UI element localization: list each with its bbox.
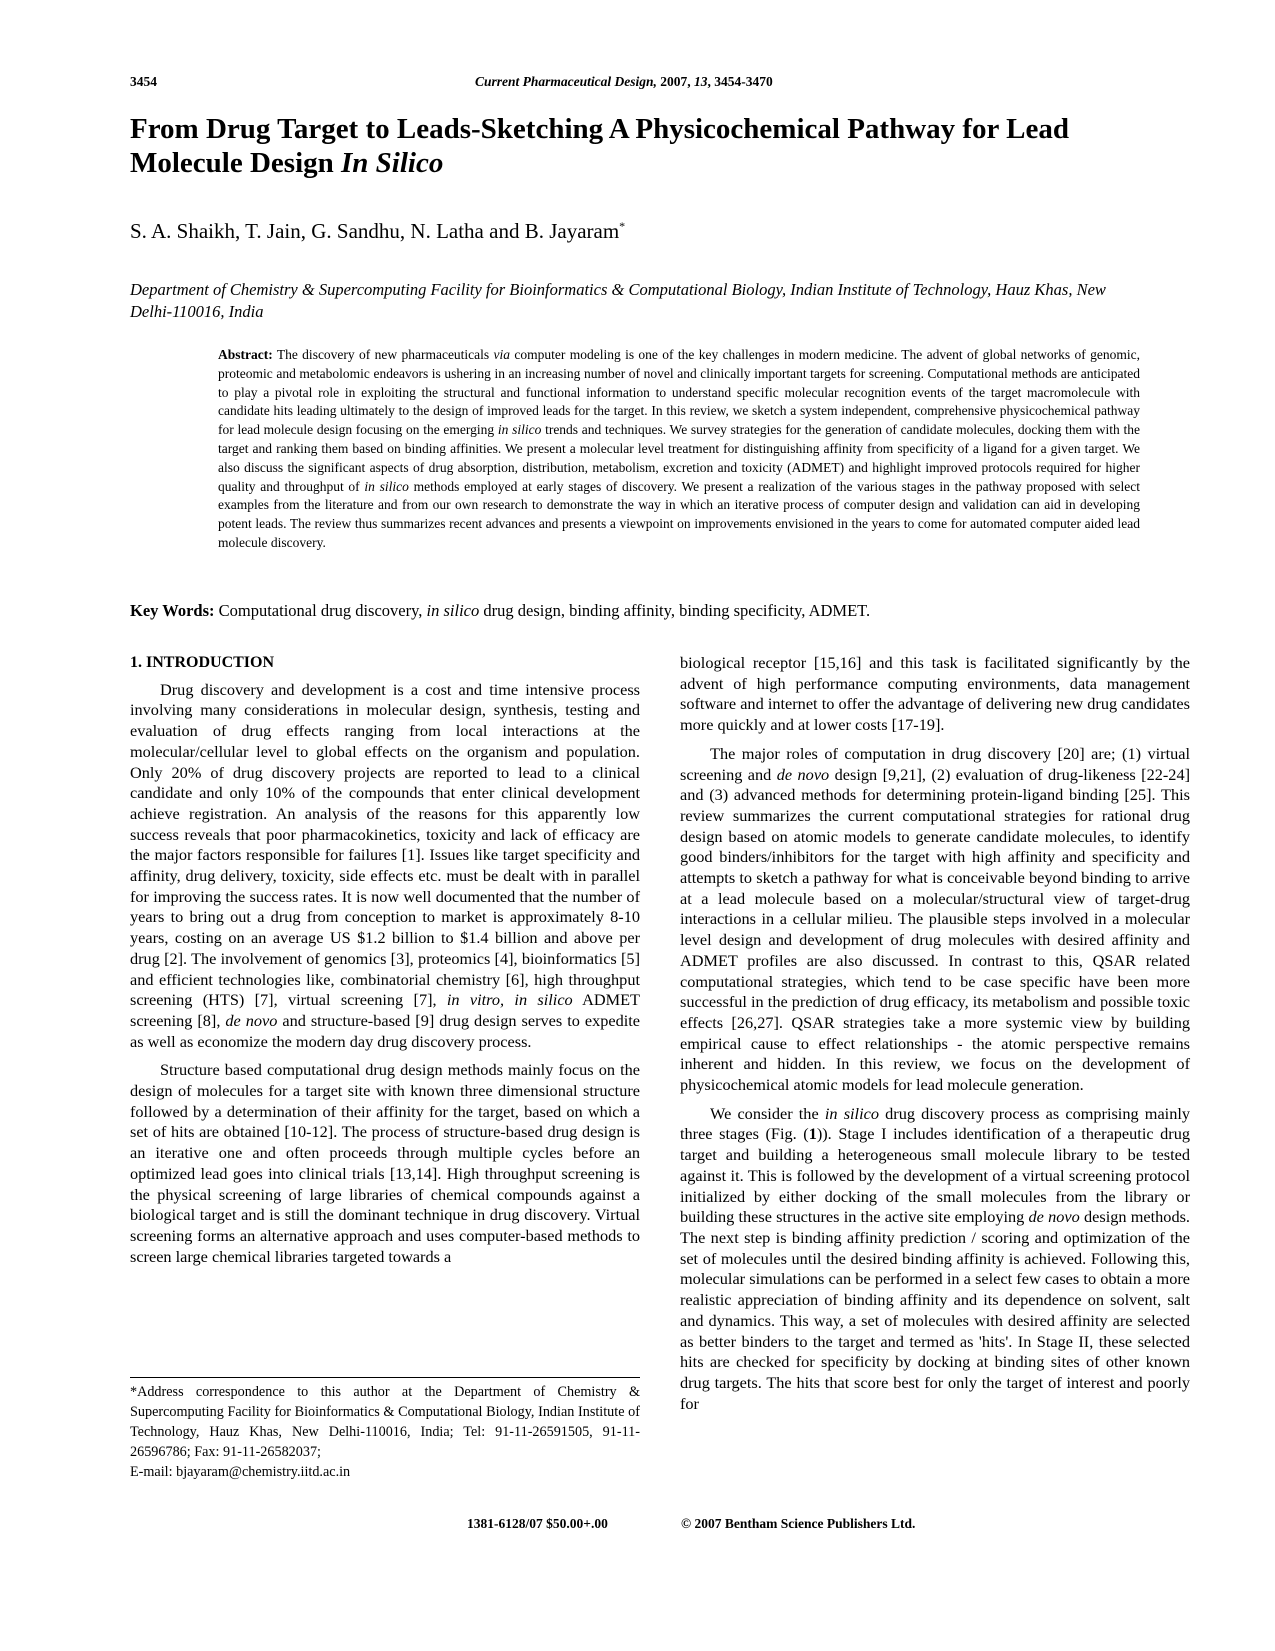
title-main: From Drug Target to Leads-Sketching A Physicochemical Pathway for Lead Molecule Design: [130, 113, 1069, 179]
paragraph-italic: de novo: [225, 1010, 278, 1030]
paragraph-text: Drug discovery and development is a cost and time intensive process involving many considerations in molecular design, synthesis, testing and evaluation of drug effects ranging from local interactions at the molecular/cellular level to global effects on the organism and population. Only 20% of drug discovery projects are reported to lead to a clinical candidate and only 10% of the compounds that enter clinical development achieve registration. An analysis of the reasons for this apparently low success reveals that poor pharmacokinetics, toxicity and lack of efficacy are the major factors responsible for failures [1]. Issues like target specificity and affinity, drug delivery, toxicity, side effects etc. must be dealt with in parallel for improving the success rates. It is now well documented that the number of years to bring out a drug from conception to market is approximately 8-10 years, costing on an average US $1.2 billion to $1.4 billion and above per drug [2]. The involvement of genomics [3], proteomics [4], bioinformatics [5] and efficient technologies like, combinatorial chemistry [6], high throughput screening (HTS) [7], virtual screening [7],: [130, 679, 640, 1010]
paper-title: [130, 112, 1170, 180]
journal-citation: [475, 74, 773, 90]
abstract-text: computer modeling is one of the key challenges in modern medicine. The advent of global networks of genomic, proteomic and metabolomic endeavors is ushering in an increasing number of novel and clinically important targets for screening. Computational methods are anticipated to play a pivotal role in exploiting the structural and functional information to understand specific molecular recognition events of the target macromolecule with candidate hits leading ultimately to the design of improved leads for the target. In this review, we sketch a system independent, comprehensive physicochemical pathway for lead molecule design focusing on the emerging: [218, 347, 1140, 438]
paragraph: [130, 680, 640, 1053]
right-column: [680, 653, 1190, 1422]
title-italic: In Silico: [341, 147, 444, 179]
footnote-email: E-mail: bjayaram@chemistry.iitd.ac.in: [130, 1464, 351, 1480]
paragraph-italic: de novo: [776, 764, 830, 784]
left-column: [130, 653, 640, 1275]
paragraph-text: design [9,21], (2) evaluation of drug-likeness [22-24] and (3) advanced methods for determining protein-ligand binding [25]. This review summarizes the current computational strategies for rational drug design based on atomic models to generate candidate molecules, to identify good binders/inhibitors for the target with high affinity and specificity and attempts to sketch a pathway for what is conceivable beyond binding to arrive at a lead molecule based on a molecular/structural view of target-drug interactions in a cellular milieu. The plausible steps involved in a molecular level design and development of drug molecules with desired affinity and ADMET profiles are also discussed. In contrast to this, QSAR related computational strategies, which tend to be case specific have been more successful in the prediction of drug efficacy, its metabolism and possible toxic effects [26,27]. QSAR strategies take a more systemic view by building empirical cause to effect relationships - the atomic perspective remains inherent and hidden. In this review, we focus on the development of physicochemical atomic models for lead molecule generation.: [680, 764, 1191, 1095]
abstract-text: The discovery of new pharmaceuticals: [272, 347, 494, 362]
abstract-text: trends and techniques. We survey strategies for the generation of candidate molecules, docking them with the target and ranking them based on binding affinities. We present a molecular level treatment for distinguishing affinity from specificity of a ligand for a given target. We also discuss the significant aspects of drug absorption, distribution, metabolism, excretion and toxicity (ADMET) and highlight improved protocols required for higher quality and throughput of: [218, 422, 1141, 494]
footnote-text: *Address correspondence to this author at the Department of Chemistry & Supercomputing Facility for Bioinformatics & Computational Biology, Indian Institute of Technology, Hauz Khas, New Delhi-110016, India; Tel: 91-11-26591505, 91-11-26596786; Fax: 91-11-26582037;: [130, 1384, 640, 1460]
keywords-text: drug design, binding affinity, binding specificity, ADMET.: [479, 601, 871, 620]
issn-price: 1381-6128/07 $50.00+.00: [467, 1516, 608, 1531]
correspondence-footnote: [130, 1377, 640, 1482]
keywords-italic: in silico: [426, 601, 480, 620]
figure-ref: 1: [808, 1124, 817, 1144]
paragraph: Structure based computational drug design methods mainly focus on the design of molecules for a target site with known three dimensional structure followed by a determination of their affinity for the target, based on which a set of hits are obtained [10-12]. The process of structure-based drug design is an iterative one and often proceeds through multiple cycles before an optimized lead goes into clinical trials [13,14]. High throughput screening is the physical screening of large libraries of chemical compounds against a biological target and is still the dominant technique in drug discovery. Virtual screening forms an alternative approach and uses computer-based methods to screen large chemical libraries targeted towards a: [130, 1060, 640, 1266]
copyright: © 2007 Bentham Science Publishers Ltd.: [681, 1516, 916, 1531]
corresponding-mark: *: [619, 219, 626, 233]
paragraph-italic: in vitro, in silico: [446, 990, 573, 1010]
journal-volume: 13: [694, 74, 708, 89]
keywords-text: Computational drug discovery,: [214, 601, 427, 620]
paragraph: [680, 1104, 1190, 1415]
paragraph-text: )). Stage I includes identification of a therapeutic drug target and building a heterogeneous small molecule library to be tested against it. This is followed by the development of a virtual screening protocol initialized by either docking of the small molecules from the library or building these structures in the active site employing: [680, 1124, 1190, 1227]
paragraph-text: We consider the: [710, 1103, 825, 1123]
abstract-italic: in silico: [497, 422, 542, 438]
paragraph: [680, 744, 1190, 1096]
author-names: S. A. Shaikh, T. Jain, G. Sandhu, N. Latha and B. Jayaram: [130, 219, 620, 243]
journal-pages: , 3454-3470: [707, 74, 773, 89]
section-heading: 1. INTRODUCTION: [130, 654, 275, 671]
abstract-label: Abstract:: [218, 347, 273, 362]
paragraph-text: design methods. The next step is binding affinity prediction / scoring and optimization of the set of molecules until the desired binding affinity is achieved. Following this, molecular simulations can be performed in a select few cases to obtain a more realistic appreciation of binding affinity and its dependence on solvent, salt and dynamics. This way, a set of molecules with desired affinity are selected as better binders to the target and termed as 'hits'. In Stage II, these selected hits are checked for specificity by docking at binding sites of other known drug targets. The hits that score best for only the target of interest and poorly for: [680, 1207, 1190, 1413]
paragraph-text: ADMET screening [8],: [130, 990, 640, 1030]
abstract-italic: via: [493, 347, 511, 362]
paragraph-text: and structure-based [9] drug design serves to expedite as well as economize the modern day drug discovery process.: [130, 1010, 640, 1051]
paragraph-italic: de novo: [1028, 1207, 1080, 1227]
authors: [130, 219, 625, 244]
abstract-text: methods employed at early stages of discovery. We present a realization of the various stages in the pathway proposed with select examples from the literature and from our own research to demonstrate the way in which an iterative process of computer design and validation can aid in developing potent leads. The review thus summarizes recent advances and presents a viewpoint on improvements envisioned in the years to come for automated computer aided lead molecule discovery.: [218, 478, 1141, 550]
keywords: [130, 601, 1140, 621]
paragraph-text: The major roles of computation in drug discovery [20] are; (1) virtual screening and: [680, 743, 1190, 784]
affiliation: Department of Chemistry & Supercomputing Facility for Bioinformatics & Computational Biology, Indian Institute of Technology, Hauz Khas, New Delhi-110016, India: [130, 280, 1106, 321]
journal-year: 2007,: [660, 74, 691, 89]
keywords-label: Key Words:: [130, 601, 215, 620]
paragraph-text: drug discovery process as comprising mainly three stages (Fig. (: [680, 1103, 1190, 1144]
journal-name: Current Pharmaceutical Design,: [475, 74, 657, 89]
page-number: 3454: [130, 74, 157, 89]
paragraph-italic: in silico: [824, 1103, 879, 1123]
abstract: [218, 346, 1140, 553]
paragraph: biological receptor [15,16] and this task is facilitated significantly by the advent of high performance computing environments, data management software and internet to offer the advantage of delivering new drug candidates more quickly and at lower costs [17-19].: [680, 653, 1190, 735]
abstract-italic: in silico: [364, 478, 409, 494]
